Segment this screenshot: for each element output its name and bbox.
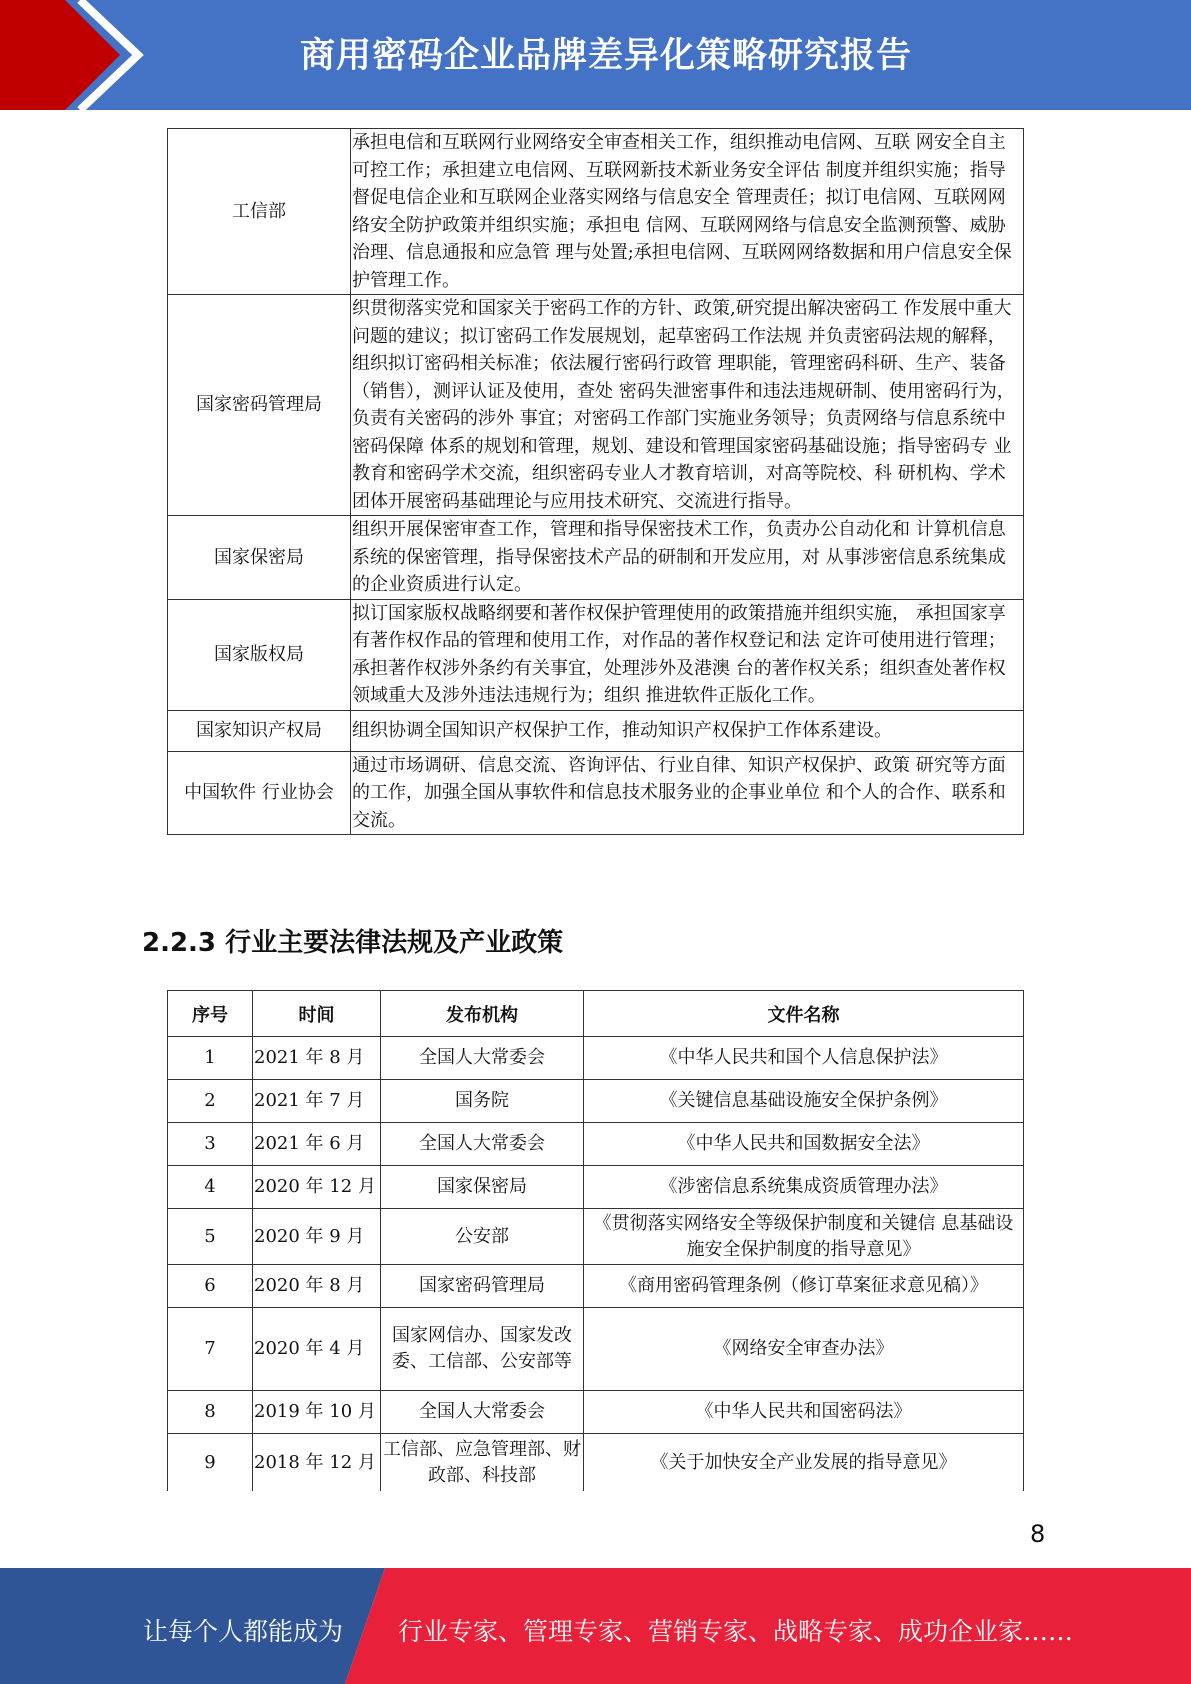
row-agency: 国家保密局: [381, 1166, 584, 1209]
row-time: 2020 年 9 月: [253, 1209, 381, 1265]
agency-duty: 承担电信和互联网行业网络安全审查相关工作，组织推动电信网、互联 网安全自主可控工作；承担建立电信网、互联网新技术新业务安全评估 制度并组织实施；指导督促电信企业和互联网企业落实网络与信息安全 管理责任；拟订电信网、互联网网络安全防护政策并组织实施；承担电 信网、互联网网络与信息安全监测预警、威胁治理、信息通报和应急管 理与处置;承担电信网、互联网网络数据和用户信息安全保护管理工作。: [351, 129, 1024, 295]
table-row: [168, 599, 1024, 710]
row-time: 2021 年 8 月: [253, 1037, 381, 1080]
row-no: 3: [168, 1123, 253, 1166]
agency-duty: 通过市场调研、信息交流、咨询评估、行业自律、知识产权保护、政策 研究等方面的工作，加强全国从事软件和信息技术服务业的企事业单位 和个人的合作、联系和交流。: [351, 751, 1024, 835]
table-row: [168, 1391, 1024, 1434]
table-header-row: [168, 991, 1024, 1037]
row-agency: 国务院: [381, 1080, 584, 1123]
table-row: [168, 1434, 1024, 1492]
row-agency: 全国人大常委会: [381, 1037, 584, 1080]
row-agency: 全国人大常委会: [381, 1391, 584, 1434]
row-no: 5: [168, 1209, 253, 1265]
row-no: 8: [168, 1391, 253, 1434]
row-doc: 《中华人民共和国个人信息保护法》: [584, 1037, 1024, 1080]
row-no: 7: [168, 1308, 253, 1391]
row-agency: 全国人大常委会: [381, 1123, 584, 1166]
agency-duty: 拟订国家版权战略纲要和著作权保护管理使用的政策措施并组织实施， 承担国家享有著作权作品的管理和使用工作，对作品的著作权登记和法 定许可使用进行管理；承担著作权涉外条约有关事宜，处理涉外及港澳 台的著作权关系；组织查处著作权领域重大及涉外违法违规行为；组织 推进软件正版化工作。: [351, 599, 1024, 710]
column-header-time: 时间: [253, 991, 381, 1037]
agency-name: 中国软件 行业协会: [168, 751, 351, 835]
agency-name: 工信部: [168, 129, 351, 295]
agency-name: 国家版权局: [168, 599, 351, 710]
agency-duty-table: [167, 128, 1024, 835]
section-heading: 2.2.3 行业主要法律法规及产业政策: [142, 928, 564, 958]
row-time: 2020 年 8 月: [253, 1265, 381, 1308]
table-row: [168, 516, 1024, 600]
agency-duty: 组织开展保密审查工作，管理和指导保密技术工作，负责办公自动化和 计算机信息系统的保密管理，指导保密技术产品的研制和开发应用，对 从事涉密信息系统集成的企业资质进行认定。: [351, 516, 1024, 600]
agency-name: 国家知识产权局: [168, 710, 351, 751]
row-agency: 工信部、应急管理部、财政部、科技部: [381, 1434, 584, 1492]
row-time: 2018 年 12 月: [253, 1434, 381, 1492]
row-doc: 《涉密信息系统集成资质管理办法》: [584, 1166, 1024, 1209]
table-row: [168, 1037, 1024, 1080]
footer-slogan-left: 让每个人都能成为: [143, 1617, 344, 1646]
table-row: [168, 1080, 1024, 1123]
footer-slogan-right: 行业专家、管理专家、营销专家、战略专家、成功企业家……: [398, 1617, 1074, 1646]
column-header-doc: 文件名称: [584, 991, 1024, 1037]
table-row: [168, 1123, 1024, 1166]
row-agency: 国家网信办、国家发改委、工信部、公安部等: [381, 1308, 584, 1391]
table-row: [168, 295, 1024, 516]
row-no: 2: [168, 1080, 253, 1123]
table-row: [168, 710, 1024, 751]
page-number: 8: [1030, 1520, 1046, 1548]
row-no: 6: [168, 1265, 253, 1308]
agency-duty: 组织协调全国知识产权保护工作，推动知识产权保护工作体系建设。: [351, 710, 1024, 751]
table-row: [168, 1308, 1024, 1391]
row-doc: 《关于加快安全产业发展的指导意见》: [584, 1434, 1024, 1492]
row-doc: 《商用密码管理条例（修订草案征求意见稿）》: [584, 1265, 1024, 1308]
policy-table: [167, 990, 1024, 1491]
row-time: 2021 年 7 月: [253, 1080, 381, 1123]
page-header: [0, 0, 1191, 110]
row-no: 9: [168, 1434, 253, 1492]
row-doc: 《网络安全审查办法》: [584, 1308, 1024, 1391]
row-time: 2019 年 10 月: [253, 1391, 381, 1434]
row-doc: 《关键信息基础设施安全保护条例》: [584, 1080, 1024, 1123]
table-row: [168, 129, 1024, 295]
row-doc: 《中华人民共和国数据安全法》: [584, 1123, 1024, 1166]
table-row: [168, 1209, 1024, 1265]
table-row: [168, 1166, 1024, 1209]
row-no: 1: [168, 1037, 253, 1080]
row-doc: 《中华人民共和国密码法》: [584, 1391, 1024, 1434]
agency-name: 国家保密局: [168, 516, 351, 600]
row-time: 2021 年 6 月: [253, 1123, 381, 1166]
agency-name: 国家密码管理局: [168, 295, 351, 516]
table-row: [168, 751, 1024, 835]
row-agency: 公安部: [381, 1209, 584, 1265]
row-doc: 《贯彻落实网络安全等级保护制度和关键信 息基础设施安全保护制度的指导意见》: [584, 1209, 1024, 1265]
agency-duty: 织贯彻落实党和国家关于密码工作的方针、政策,研究提出解决密码工 作发展中重大问题的建议；拟订密码工作发展规划，起草密码工作法规 并负责密码法规的解释，组织拟订密码相关标准；依法履行密码行政管 理职能，管理密码科研、生产、装备（销售），测评认证及使用，查处 密码失泄密事件和违法违规研制、使用密码行为，负责有关密码的涉外 事宜；对密码工作部门实施业务领导；负责网络与信息系统中密码保障 体系的规划和管理，规划、建设和管理国家密码基础设施；指导密码专 业教育和密码学术交流，组织密码专业人才教育培训，对高等院校、科 研机构、学术团体开展密码基础理论与应用技术研究、交流进行指导。: [351, 295, 1024, 516]
column-header-no: 序号: [168, 991, 253, 1037]
row-time: 2020 年 4 月: [253, 1308, 381, 1391]
table-row: [168, 1265, 1024, 1308]
page-footer: [0, 1568, 1191, 1684]
row-agency: 国家密码管理局: [381, 1265, 584, 1308]
column-header-agency: 发布机构: [381, 991, 584, 1037]
report-title: 商用密码企业品牌差异化策略研究报告: [300, 36, 913, 76]
row-time: 2020 年 12 月: [253, 1166, 381, 1209]
row-no: 4: [168, 1166, 253, 1209]
